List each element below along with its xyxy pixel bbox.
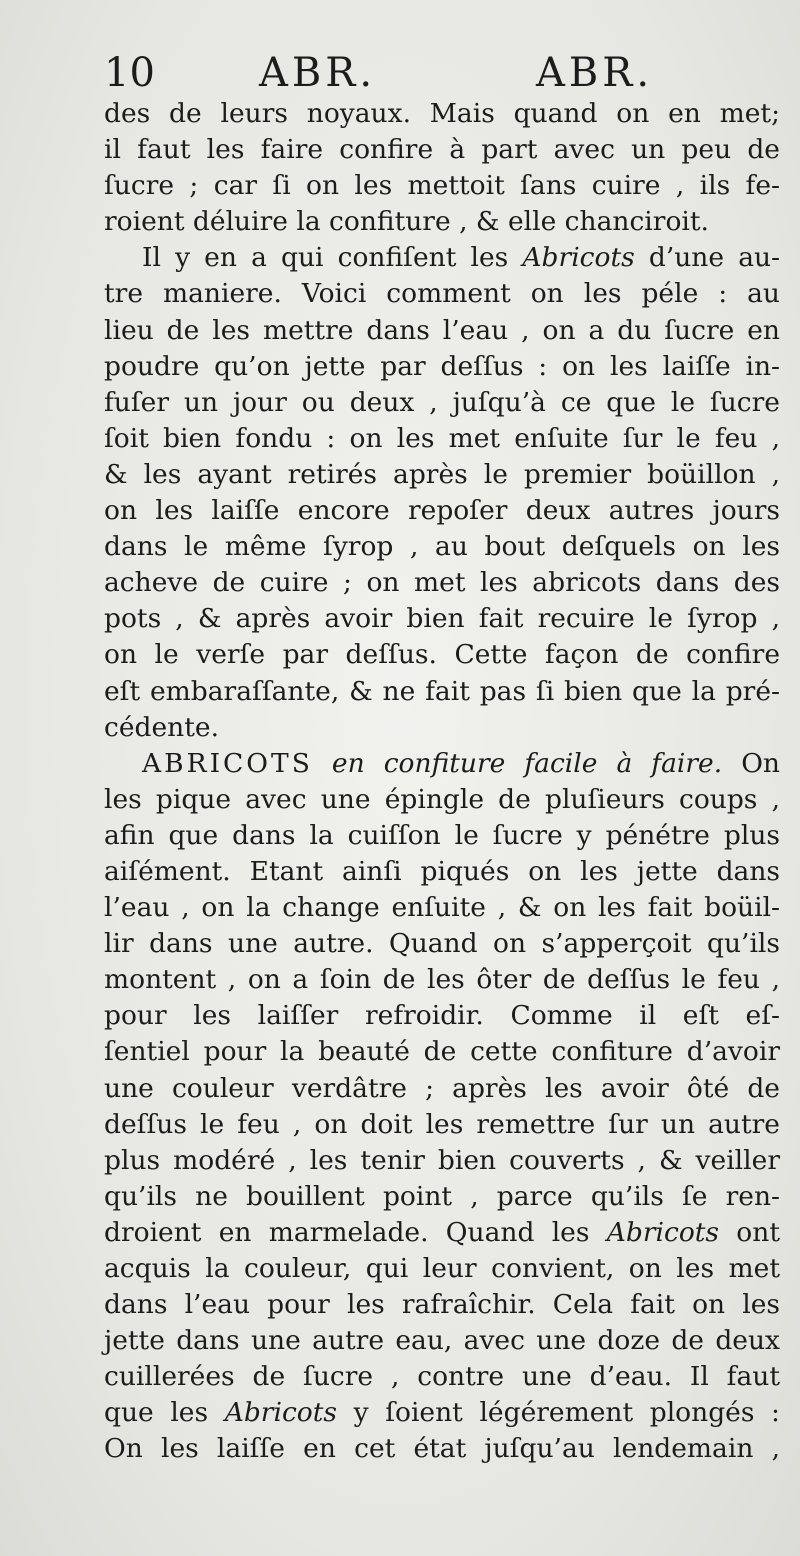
text-run: une couleur verdâtre ; après les avoir ôté de [104,1072,780,1104]
text-line [104,637,780,673]
text-run: afin que dans la cuiſſon le ſucre y pénétre plus [104,819,780,851]
text-run: roient déluire la confiture , & elle chanciroit. [104,206,709,238]
text-run: jette dans une autre eau, avec une doze de deux [104,1325,780,1357]
text-line [104,1215,780,1251]
text-run: ſentiel pour la beauté de cette confiture d’avoir [104,1036,780,1068]
text-run: lir dans une autre. Quand on s’apperçoit qu’ils [104,928,780,960]
italic-text: Abricots [224,1397,337,1429]
text-line [104,493,780,529]
text-run: dans l’eau pour les rafraîchir. Cela fait on les [104,1289,780,1321]
text-run: droient en marmelade. Quand les [104,1216,607,1248]
text-run: ſucre ; car ſi on les mettoit ſans cuire , ils fe- [104,170,780,202]
text-run: qu’ils ne bouillent point , parce qu’ils ſe ren- [104,1180,780,1212]
running-head-right: ABR. [536,50,654,96]
text-line [104,1143,780,1179]
page-number: 10 [104,50,155,96]
text-line [104,385,780,421]
text-line [104,1323,780,1359]
text-run: poudre qu’on jette par deſſus : on les laiſſe in- [104,350,780,382]
text-line [104,1071,780,1107]
text-run: lieu de les mettre dans l’eau , on a du ſucre en [104,314,780,346]
text-run: on le verſe par deſſus. Cette façon de confire [104,639,780,671]
text-line [104,601,780,637]
running-head-left: ABR. [259,50,377,96]
text-line [104,313,780,349]
text-line [104,998,780,1034]
text-run: deſſus le feu , on doit les remettre ſur un autre [104,1108,780,1140]
text-run: fuſer un jour ou deux , juſqu’à ce que le ſucre [104,386,780,418]
text-line [104,1359,780,1395]
text-run: les pique avec une épingle de pluſieurs coups , [104,783,780,815]
text-run: que les [104,1397,225,1429]
text-run: on les laiſſe encore repoſer deux autres jours [104,495,780,527]
text-run: il faut les faire confire à part avec un peu de [104,134,780,166]
text-line [104,204,780,240]
text-run: acquis la couleur, qui leur convient, on les met [104,1253,780,1284]
text-line [104,276,780,312]
text-run: & les ayant retirés après le premier boüillon , [104,458,780,490]
text-line [104,529,780,565]
italic-text: en confiture facile à faire. [312,747,723,779]
text-run: ſoit bien fondu : on les met enſuite ſur le feu , [104,422,780,454]
text-run: pots , & après avoir bien fait recuire le ſyrop , [104,603,780,635]
text-line [104,421,780,457]
text-run: y ſoient légérement plongés : [337,1397,780,1429]
text-line [104,746,780,782]
body-text [104,96,780,1468]
text-line [104,1431,780,1467]
text-run: Il y en a qui confiſent les [142,242,523,274]
text-line [104,457,780,493]
text-line [104,818,780,854]
text-line [104,168,780,204]
text-run: cuillerées de ſucre , contre une d’eau. Il faut [104,1361,780,1393]
text-run: acheve de cuire ; on met les abricots dans des [104,567,780,599]
text-line [104,854,780,890]
text-run: ont [719,1216,780,1248]
text-line [104,1034,780,1070]
italic-text: Abricots [606,1216,720,1248]
text-line [104,96,780,132]
text-line [104,240,780,276]
italic-text: Abricots [522,242,635,274]
text-run: On les laiſſe en cet état juſqu’au lendemain , [104,1433,780,1465]
text-run: eſt embaraſſante, & ne fait pas ſi bien que la pré- [104,675,780,707]
text-line [104,1287,780,1323]
text-run: tre maniere. Voici comment on les péle : au [104,278,780,310]
text-line [104,890,780,926]
text-line [104,710,780,746]
text-run: On [722,747,781,779]
text-run: d’une au- [634,242,781,274]
text-run: pour les laiſſer refroidir. Comme il eſt eſ- [104,1000,780,1032]
text-line [104,1179,780,1215]
text-run: cédente. [104,711,219,743]
text-line [104,926,780,962]
text-line [104,1395,780,1431]
text-run: ABRICOTS [142,747,313,779]
text-run: plus modéré , les tenir bien couverts , & veiller [104,1144,780,1176]
text-run: montent , on a ſoin de les ôter de deſſus le feu , [104,964,780,996]
text-line [104,132,780,168]
text-line [104,674,780,710]
text-line [104,1251,780,1287]
text-run: l’eau , on la change enſuite , & on les fait boüil- [104,892,780,924]
text-line [104,349,780,385]
text-run: des de leurs noyaux. Mais quand on en met; [104,98,780,129]
text-line [104,565,780,601]
text-line [104,782,780,818]
running-header [104,48,664,98]
text-run: dans le même ſyrop , au bout deſquels on les [104,531,780,563]
text-line [104,1107,780,1143]
text-run: aiſément. Etant ainſi piqués on les jette dans [104,855,780,887]
text-line [104,962,780,998]
